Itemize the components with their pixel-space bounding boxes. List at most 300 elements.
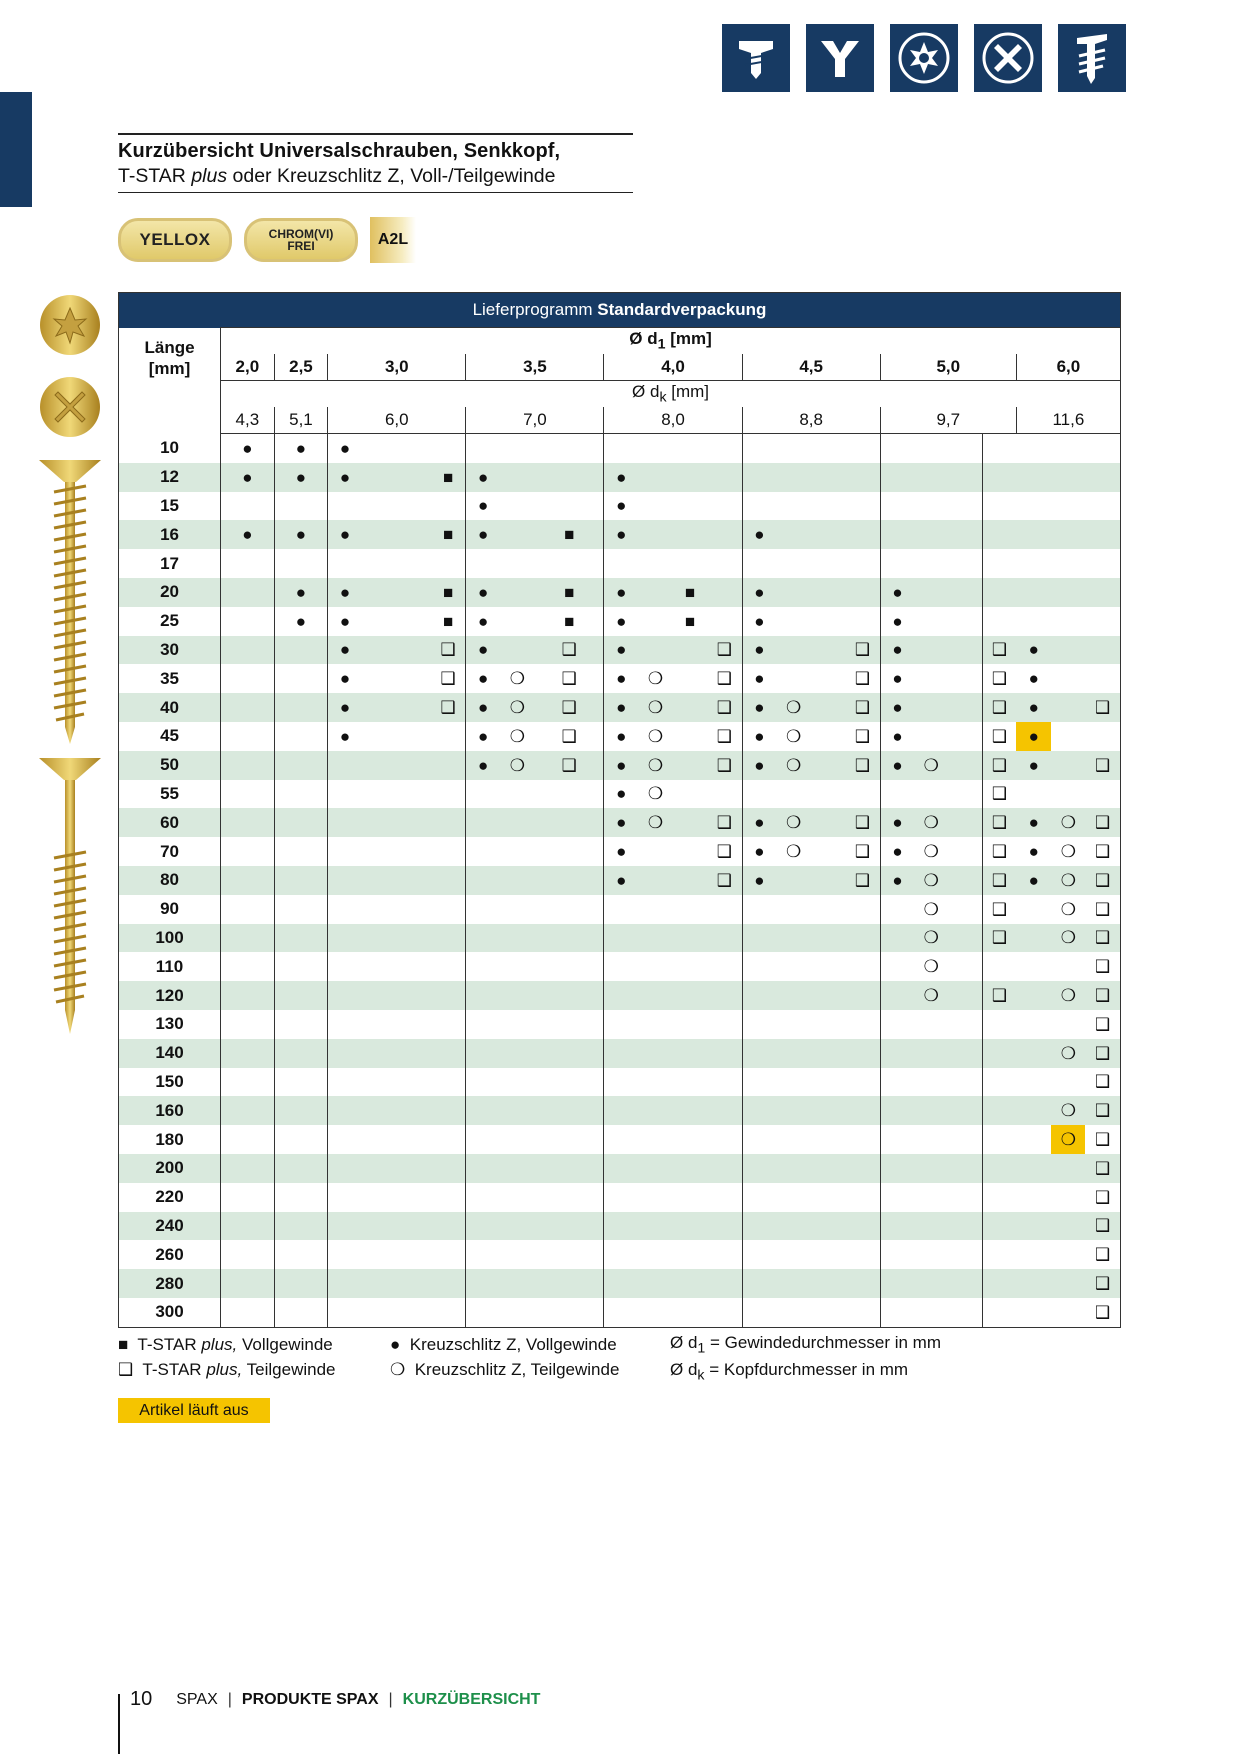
availability-cell [535,981,604,1010]
availability-cell [811,578,845,607]
availability-cell [707,1212,742,1241]
availability-cell [742,1269,776,1298]
availability-cell: ❑ [1095,1014,1111,1034]
availability-cell: ■ [684,611,696,631]
length-cell: 90 [119,895,221,924]
length-cell: 70 [119,837,221,866]
availability-cell [328,1010,362,1039]
availability-cell: ■ [431,520,466,549]
availability-cell [1016,1240,1051,1269]
availability-cell [535,808,604,837]
availability-cell [1085,434,1120,463]
availability-cell: ● [221,520,275,549]
availability-cell: ● [466,492,500,521]
availability-cell [673,780,707,809]
availability-cell [328,1183,362,1212]
availability-cell: ● [328,520,362,549]
table-row [119,549,1121,578]
availability-cell [880,1269,914,1298]
availability-cell: ● [880,751,914,780]
availability-cell [431,981,466,1010]
availability-cell [535,924,604,953]
availability-cell [604,1154,638,1183]
availability-cell [500,434,535,463]
delivery-program-table [118,292,1121,1328]
availability-cell [431,924,466,953]
length-cell: 55 [119,780,221,809]
availability-cell [776,1010,811,1039]
availability-cell [673,952,707,981]
a2l-badge: A2L [370,217,416,263]
availability-cell [742,1212,776,1241]
availability-cell [707,463,742,492]
availability-cell [221,1183,275,1212]
table-row [119,607,1121,636]
availability-cell [880,1010,914,1039]
dk-header: Ø $d_k$ [mm] [221,381,1121,408]
availability-cell: ❑ [845,808,880,837]
availability-cell [638,1298,673,1327]
availability-cell [880,1039,914,1068]
availability-cell: ❑ [845,866,880,895]
availability-cell [500,578,535,607]
availability-cell [362,1183,431,1212]
availability-cell: ❍ [914,751,948,780]
availability-cell [221,1212,275,1241]
availability-cell [948,520,982,549]
availability-cell [673,636,707,665]
availability-cell [1016,1068,1051,1097]
d1-value: 4,5 [742,354,880,381]
availability-cell [638,1010,673,1039]
availability-cell [673,866,707,895]
availability-cell [500,492,535,521]
availability-cell [948,1269,982,1298]
availability-cell [742,1068,776,1097]
table-row [119,722,1121,751]
length-header: Länge [mm] [119,328,221,381]
availability-cell: ■ [431,578,466,607]
availability-cell: ● [328,664,362,693]
availability-cell: ❑ [845,693,880,722]
availability-cell [638,636,673,665]
availability-cell [274,895,328,924]
dk-values-row [119,407,1121,434]
availability-cell [221,1039,275,1068]
availability-cell [431,1154,466,1183]
availability-cell [811,780,845,809]
availability-cell [776,636,811,665]
dk-header-row [119,381,1121,408]
availability-cell [466,808,500,837]
length-cell: 120 [119,981,221,1010]
availability-cell [776,549,811,578]
certification-badges [118,217,416,263]
availability-cell [948,1096,982,1125]
yellox-badge: YELLOX [118,218,232,262]
availability-cell [811,1183,845,1212]
availability-cell [638,895,673,924]
availability-cell [1016,492,1051,521]
availability-cell [707,520,742,549]
availability-cell: ❑ [535,693,604,722]
availability-cell [811,1269,845,1298]
page-title [118,133,633,193]
availability-cell: ● [466,607,500,636]
availability-cell [638,1212,673,1241]
availability-cell: ● [604,866,638,895]
d1-value: 6,0 [1016,354,1120,381]
availability-cell [707,578,742,607]
cut-point-icon [1058,24,1126,92]
availability-cell [673,1068,707,1097]
availability-cell [431,751,466,780]
availability-cell [500,952,535,981]
availability-cell [604,924,638,953]
availability-cell [776,1269,811,1298]
availability-cell [362,1298,431,1327]
y-thread-icon [806,24,874,92]
availability-cell [535,866,604,895]
availability-cell [362,866,431,895]
availability-cell: ❍ [509,726,526,746]
availability-cell: ● [274,463,328,492]
availability-cell [673,722,707,751]
availability-cell [707,952,742,981]
availability-cell [328,866,362,895]
table-row [119,751,1121,780]
availability-cell: ❑ [982,636,1016,665]
availability-cell [362,1125,431,1154]
availability-cell [221,751,275,780]
availability-cell [1016,1269,1051,1298]
availability-cell: ❑ [1095,842,1111,862]
availability-cell [845,780,880,809]
availability-cell [362,693,431,722]
availability-cell [845,520,880,549]
dk-value: 8,8 [742,407,880,434]
availability-cell [362,751,431,780]
availability-cell [1051,549,1085,578]
availability-cell: ❑ [1085,751,1120,780]
availability-cell [811,463,845,492]
legend-d1: Ø $d_1$ = Gewindedurchmesser in mm [670,1333,942,1357]
length-header-spacer [119,407,221,434]
availability-cell: ❑ [1085,1154,1120,1183]
availability-cell [328,1039,362,1068]
availability-cell [776,924,811,953]
availability-cell [776,607,811,636]
dk-value: 11,6 [1016,407,1120,434]
availability-cell: ❑ [707,808,742,837]
feature-icons [722,24,1126,92]
availability-cell [274,1068,328,1097]
availability-cell [948,751,982,780]
dk-value: 4,3 [221,407,275,434]
availability-cell: ● [328,578,362,607]
availability-cell [328,895,362,924]
availability-cell [742,434,776,463]
length-header-spacer [119,381,221,408]
availability-cell [948,693,982,722]
availability-cell [431,1096,466,1125]
availability-cell: ● [880,578,914,607]
availability-cell: ❑ [1095,1130,1111,1150]
availability-cell [328,1125,362,1154]
availability-cell [274,1096,328,1125]
availability-cell [948,837,982,866]
availability-cell: ❍ [914,866,948,895]
availability-cell [880,1154,914,1183]
dk-value: 8,0 [604,407,742,434]
availability-cell [880,520,914,549]
availability-cell [1051,1154,1085,1183]
availability-cell [274,780,328,809]
table-row [119,1212,1121,1241]
availability-cell: ❑ [561,669,577,689]
availability-cell: ● [274,578,328,607]
availability-cell: ● [1016,808,1051,837]
availability-cell [880,492,914,521]
availability-cell [362,549,431,578]
availability-cell [1051,492,1085,521]
availability-cell: ❍ [638,693,673,722]
availability-cell [1051,1212,1085,1241]
availability-cell [948,1183,982,1212]
availability-cell [274,808,328,837]
availability-cell [811,837,845,866]
length-cell: 15 [119,492,221,521]
availability-cell: ❑ [982,895,1016,924]
availability-cell: ❑ [1085,866,1120,895]
availability-cell: ❑ [561,726,577,746]
availability-cell: ❑ [1085,1269,1120,1298]
availability-cell: ● [604,837,638,866]
length-cell: 140 [119,1039,221,1068]
availability-cell [880,924,914,953]
length-cell: 10 [119,434,221,463]
availability-cell [707,1183,742,1212]
availability-cell [948,808,982,837]
availability-cell [500,866,535,895]
availability-cell [274,1212,328,1241]
availability-cell: ■ [564,611,575,631]
availability-cell [880,895,914,924]
availability-cell [742,1096,776,1125]
availability-cell [914,722,948,751]
table-row [119,1068,1121,1097]
table-row [119,1039,1121,1068]
d1-value: 2,5 [274,354,328,381]
availability-cell [362,952,431,981]
availability-cell [707,1010,742,1039]
availability-cell [811,1154,845,1183]
availability-cell [500,1240,535,1269]
availability-cell: ● [466,722,500,751]
availability-cell [638,981,673,1010]
availability-cell [362,981,431,1010]
availability-cell: ● [742,722,776,751]
availability-cell [811,1212,845,1241]
availability-cell [1051,1010,1085,1039]
length-cell: 20 [119,578,221,607]
availability-cell [707,434,742,463]
availability-cell [500,463,535,492]
availability-cell [1051,636,1085,665]
availability-cell [673,463,707,492]
availability-cell: ❑ [535,751,604,780]
table-row [119,636,1121,665]
availability-cell [535,463,604,492]
footer-separator: | [388,1690,393,1708]
availability-cell: ❑ [982,722,1016,751]
availability-cell [811,895,845,924]
length-cell: 35 [119,664,221,693]
availability-cell [707,924,742,953]
availability-cell [673,1269,707,1298]
availability-cell [638,1096,673,1125]
availability-cell [604,1240,638,1269]
availability-cell [776,1096,811,1125]
availability-cell: ● [466,693,500,722]
availability-cell [673,837,707,866]
availability-cell [328,1096,362,1125]
availability-cell [638,952,673,981]
availability-cell [673,808,707,837]
length-cell: 25 [119,607,221,636]
availability-cell [776,492,811,521]
availability-cell [776,463,811,492]
availability-cell: ● [1028,842,1039,862]
availability-cell: ❍ [500,693,535,722]
table-row [119,1125,1121,1154]
availability-cell [673,1039,707,1068]
availability-cell [673,434,707,463]
table-row [119,924,1121,953]
availability-cell: ❍ [776,751,811,780]
availability-cell [673,924,707,953]
availability-cell [1016,1154,1051,1183]
availability-cell [362,578,431,607]
availability-cell [500,924,535,953]
availability-cell [948,722,982,751]
availability-cell [948,981,982,1010]
availability-cell: ● [1016,693,1051,722]
availability-cell: ■ [535,578,604,607]
availability-cell [328,549,362,578]
availability-cell [535,1096,604,1125]
availability-cell: ❑ [982,837,1016,866]
availability-cell [1085,549,1120,578]
availability-cell: ❍ [500,751,535,780]
availability-cell [673,664,707,693]
availability-cell [328,492,362,521]
length-cell: 110 [119,952,221,981]
availability-cell [776,1154,811,1183]
availability-cell [914,1240,948,1269]
availability-cell [362,924,431,953]
availability-cell: ● [274,607,328,636]
length-cell: 220 [119,1183,221,1212]
chrom-frei-badge: CHROM(VI) FREI [244,218,358,262]
availability-cell [845,607,880,636]
availability-cell: ● [466,636,500,665]
availability-cell [707,1068,742,1097]
dk-value: 5,1 [274,407,328,434]
availability-cell: ● [742,866,776,895]
availability-cell [880,1183,914,1212]
availability-cell [1016,520,1051,549]
availability-cell [535,780,604,809]
availability-cell [948,1212,982,1241]
availability-cell [1085,664,1120,693]
length-cell: 150 [119,1068,221,1097]
availability-cell [811,636,845,665]
availability-cell [221,837,275,866]
availability-cell: ❑ [982,866,1016,895]
availability-cell [1051,693,1085,722]
availability-cell [221,492,275,521]
availability-cell [328,837,362,866]
availability-cell: ❍ [1051,866,1085,895]
availability-cell [948,607,982,636]
title-sub: T-STAR plus oder Kreuzschlitz Z, Voll-/Teilgewinde [118,164,556,187]
availability-cell [948,434,982,463]
availability-cell [638,1125,673,1154]
availability-cell [221,1068,275,1097]
availability-cell [638,837,673,866]
availability-cell [776,895,811,924]
d1-header-row [119,328,1121,355]
availability-cell [742,1039,776,1068]
availability-cell [880,463,914,492]
availability-cell [742,780,776,809]
availability-cell: ❍ [647,669,664,689]
availability-cell [948,866,982,895]
d1-value: 3,5 [466,354,604,381]
availability-cell [431,1298,466,1327]
availability-cell [328,1154,362,1183]
legend-item-tstar-partial: ❑ T-STAR plus, Teilgewinde [118,1360,336,1379]
availability-cell [638,520,673,549]
availability-cell: ● [604,520,638,549]
availability-cell [776,578,811,607]
availability-cell: ❍ [1051,1096,1085,1125]
table-row [119,1183,1121,1212]
availability-cell: ❑ [982,751,1016,780]
availability-cell: ❑ [1095,1245,1111,1265]
availability-cell: ❍ [1051,981,1085,1010]
availability-cell [845,1039,880,1068]
availability-cell [274,837,328,866]
availability-cell [274,1125,328,1154]
availability-cell [982,520,1016,549]
availability-cell [466,1125,500,1154]
availability-cell [948,780,982,809]
availability-cell [500,1269,535,1298]
availability-cell [982,434,1016,463]
availability-cell [638,1039,673,1068]
availability-cell [362,434,431,463]
availability-cell [845,1269,880,1298]
table-row [119,664,1121,693]
availability-cell [604,1298,638,1327]
footer-separator: | [227,1690,232,1708]
availability-cell [221,1240,275,1269]
availability-cell: ● [742,607,776,636]
availability-cell: ❍ [923,899,939,919]
availability-cell [811,1125,845,1154]
